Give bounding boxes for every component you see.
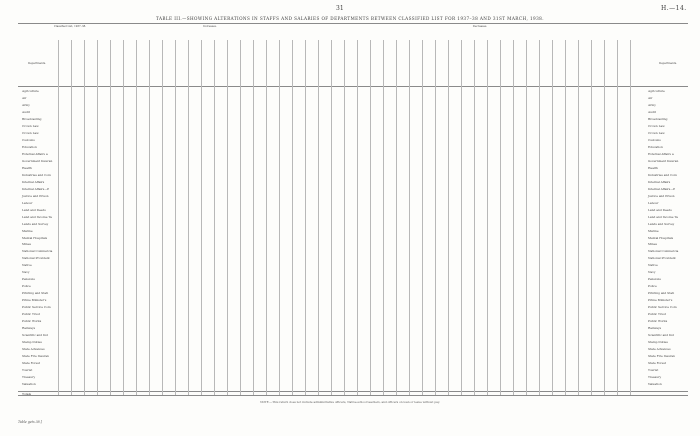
column-divider [305, 40, 306, 395]
row-label-right: Mental Hospitals [648, 235, 674, 240]
row-label-left: Stamp Duties [22, 340, 42, 345]
row-label-left: Printing and Stati [22, 291, 49, 296]
row-label-left: Scientific and Ind [22, 333, 48, 338]
row-label-right: State Advances [648, 347, 671, 352]
column-divider [461, 40, 462, 395]
row-label-right: Public Service Com [648, 305, 677, 310]
column-divider [331, 40, 332, 395]
column-divider [396, 40, 397, 395]
column-divider [474, 40, 475, 395]
column-divider [513, 40, 514, 395]
row-label-right: Railways [648, 326, 662, 331]
footer-note: Table gets 38.] [18, 420, 42, 424]
column-divider [149, 40, 150, 395]
row-label-right: Treasury [648, 375, 662, 380]
row-label-left: External Affairs a [22, 151, 48, 156]
row-label-right: Stamp Duties [648, 340, 668, 345]
column-divider [292, 40, 293, 395]
row-label-right: Marine [648, 228, 659, 233]
column-divider [162, 40, 163, 395]
table-header-rule [18, 86, 688, 87]
row-label-left: Crown Law [22, 130, 39, 135]
row-label-right: Army [648, 102, 656, 107]
row-label-right: Police [648, 284, 657, 289]
departments-header-left: Departments. [28, 62, 46, 65]
row-label-right: External Affairs a [648, 151, 674, 156]
row-label-right: State Forest [648, 361, 666, 366]
row-label-right: Land and Income Ta [648, 214, 678, 219]
totals-label: Totals [22, 392, 32, 396]
row-label-left: Customs [22, 137, 35, 142]
column-divider [201, 40, 202, 395]
column-divider [136, 40, 137, 395]
column-divider [344, 40, 345, 395]
column-divider [539, 40, 540, 395]
column-divider [630, 40, 631, 395]
row-label-right: Printing and Stati [648, 291, 675, 296]
column-divider [617, 40, 618, 395]
row-label-right: Tourist [648, 368, 659, 373]
row-label-right: National Provident [648, 256, 676, 261]
row-label-right: Prime Minister's [648, 298, 673, 303]
row-label-left: Industries and Com [22, 172, 51, 177]
column-divider [357, 40, 358, 395]
column-divider [110, 40, 111, 395]
row-label-left: Mental Hospitals [22, 235, 48, 240]
row-label-left: Internal Affairs [22, 179, 45, 184]
row-label-left: State Fire Insuran [22, 354, 49, 359]
row-label-left: Public Trust [22, 312, 40, 317]
row-label-right: Audit [648, 109, 656, 114]
row-label-right: Public Works [648, 319, 668, 324]
row-label-left: Public Service Com [22, 305, 51, 310]
classified-header: Classified List, 1937–38. [53, 25, 87, 28]
row-label-right: Lands and Survey [648, 221, 675, 226]
column-divider [84, 40, 85, 395]
column-divider [240, 40, 241, 395]
page-title: TABLE III.—SHOWING ALTERATIONS IN STAFFS AND SALARIES OF DEPARTMENTS BETWEEN CLASSIFIED LIST FOR 1937–38 AND 31ST MARCH, 1938. [156, 16, 544, 21]
column-divider [97, 40, 98, 395]
row-label-left: Railways [22, 326, 36, 331]
page-reference: H.—14. [661, 5, 687, 12]
row-label-left: Agriculture [22, 89, 39, 93]
row-label-right: Industries and Com [648, 172, 677, 177]
row-label-right: State Fire Insuran [648, 354, 675, 359]
column-divider [409, 40, 410, 395]
column-divider [604, 40, 605, 395]
row-label-left: Broadcasting [22, 116, 42, 121]
row-label-left: Crown Law [22, 123, 39, 128]
row-label-right: Crown Law [648, 123, 665, 128]
column-divider [422, 40, 423, 395]
row-label-left: State Forest [22, 361, 40, 366]
column-divider [71, 40, 72, 395]
row-label-right: Internal Affairs—P [648, 186, 676, 191]
row-label-right: Navy [648, 270, 656, 275]
row-label-right: Pensions [648, 277, 661, 282]
row-label-left: Audit [22, 109, 30, 114]
row-label-right: Native [648, 263, 658, 268]
row-label-left: Public Works [22, 319, 42, 324]
row-label-left: Native [22, 263, 32, 268]
row-label-left: Tourist [22, 368, 33, 373]
column-divider [370, 40, 371, 395]
column-divider [58, 40, 59, 395]
row-label-left: Valuation [22, 382, 36, 387]
row-label-right: Public Trust [648, 312, 666, 317]
table-note: NOTE.—This return does not include administrative officers, Native-school teachers, and officers on loan or leave without pay. [260, 400, 440, 404]
column-divider [188, 40, 189, 395]
table-totals-rule [18, 391, 688, 392]
row-label-left: National Provident [22, 256, 50, 261]
row-label-left: Labour [22, 200, 33, 205]
table-top-rule [18, 23, 688, 24]
row-label-left: Education [22, 144, 37, 149]
column-divider [227, 40, 228, 395]
row-label-left: Treasury [22, 375, 36, 380]
row-label-left: Justice and Prison [22, 193, 49, 198]
column-divider [266, 40, 267, 395]
row-label-right: Justice and Prison [648, 193, 675, 198]
row-label-right: Internal Affairs [648, 179, 671, 184]
row-label-left: Internal Affairs—P [22, 186, 50, 191]
departments-header-right: Departments. [659, 62, 677, 65]
column-divider [487, 40, 488, 395]
row-label-right: Crown Law [648, 130, 665, 135]
row-label-left: National Commercia [22, 249, 53, 254]
column-divider [435, 40, 436, 395]
row-label-left: Pensions [22, 277, 35, 282]
column-divider [448, 40, 449, 395]
row-label-right: Education [648, 144, 663, 149]
row-label-left: Air [22, 95, 27, 100]
row-label-left: Marine [22, 228, 33, 233]
column-divider [383, 40, 384, 395]
column-divider [214, 40, 215, 395]
row-label-right: Agriculture [648, 89, 665, 93]
column-divider [175, 40, 176, 395]
row-label-left: Land and Income Ta [22, 214, 52, 219]
row-label-right: Scientific and Ind [648, 333, 674, 338]
row-label-left: Prime Minister's [22, 298, 47, 303]
increases-header: Increases. [203, 25, 217, 28]
row-label-left: Navy [22, 270, 30, 275]
row-label-right: Customs [648, 137, 661, 142]
row-label-left: Army [22, 102, 30, 107]
row-label-right: Land and Deeds [648, 207, 672, 212]
column-divider [565, 40, 566, 395]
row-label-left: Health [22, 165, 32, 170]
column-divider [526, 40, 527, 395]
row-label-right: Broadcasting [648, 116, 668, 121]
row-label-right: Health [648, 165, 658, 170]
page-number: 31 [336, 5, 344, 12]
row-label-right: Valuation [648, 382, 662, 387]
row-label-right: Labour [648, 200, 659, 205]
column-divider [318, 40, 319, 395]
column-divider [123, 40, 124, 395]
row-label-left: Police [22, 284, 31, 289]
row-label-right: National Commercia [648, 249, 679, 254]
column-divider [253, 40, 254, 395]
row-label-left: Mines [22, 242, 31, 247]
row-label-left: Government Insuran [22, 158, 53, 163]
row-label-right: Mines [648, 242, 657, 247]
column-divider [500, 40, 501, 395]
column-divider [279, 40, 280, 395]
column-divider [552, 40, 553, 395]
column-divider [591, 40, 592, 395]
row-label-left: Land and Deeds [22, 207, 46, 212]
row-label-left: State Advances [22, 347, 45, 352]
row-label-left: Lands and Survey [22, 221, 49, 226]
row-label-right: Air [648, 95, 653, 100]
table-bottom-rule [18, 395, 688, 396]
column-divider [578, 40, 579, 395]
decreases-header: Decreases. [472, 25, 488, 28]
row-label-right: Government Insuran [648, 158, 679, 163]
